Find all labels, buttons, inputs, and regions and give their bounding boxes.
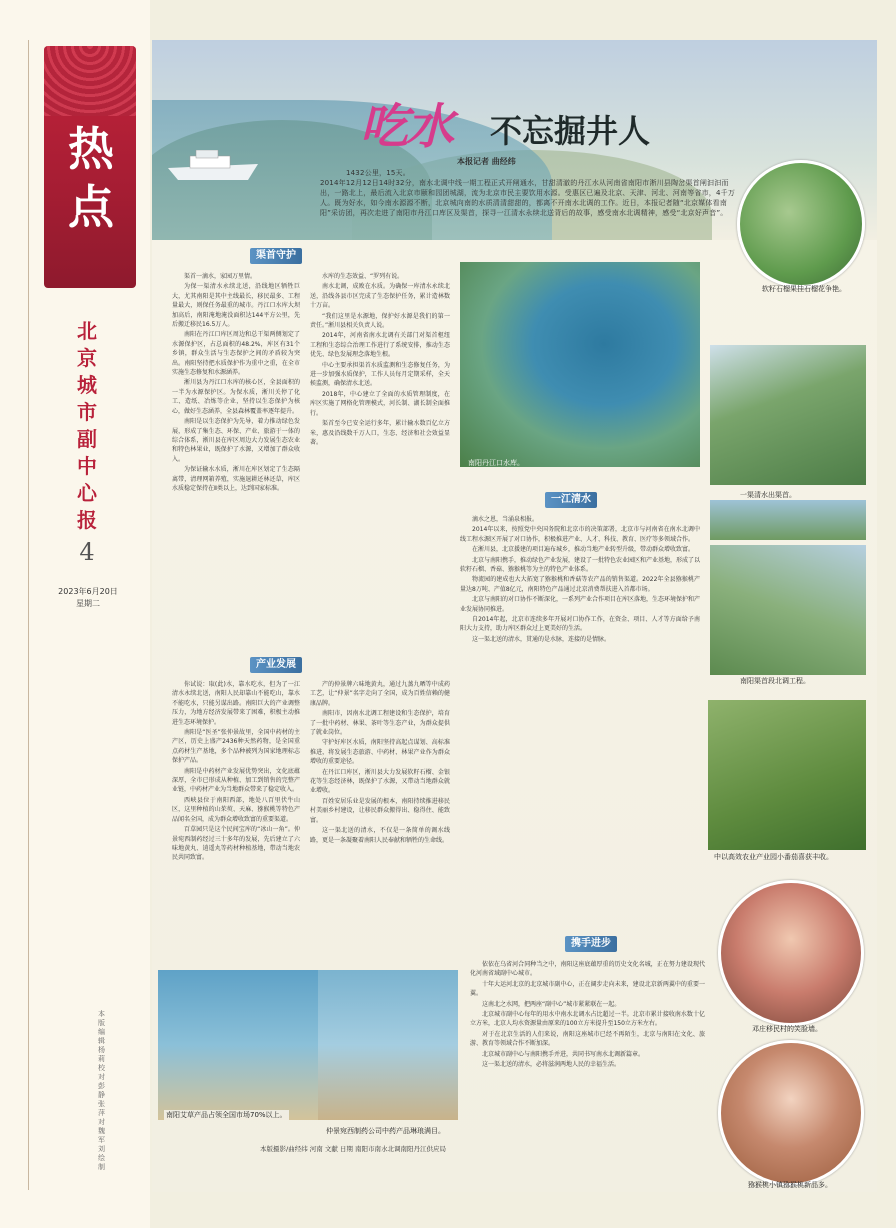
paragraph: 在丹江口库区，淅川县大力发展软籽石榴、金银花等生态经济林，既保护了水源，又带动当地群众就业增收。	[310, 768, 450, 795]
section-tag-1: 渠首守护	[250, 248, 302, 264]
paragraph: 自2014年起，北京市连续多年开展对口协作工作，在资金、项目、人才等方面给予南阳大力支持，助力库区群众过上更美好的生活。	[460, 616, 700, 633]
paragraph: 2018年，中心建立了全面的水质管理制度，在库区实施了网格化管理模式，河长制、湖长制全面推行。	[310, 390, 450, 417]
paragraph: 百草园只是这个民间宝库的“冰山一角”。仲景宛西制药经过三十多年的发展，先后建立了六味地黄丸、逍遥丸等药材种植基地，带动当地农民共同致富。	[172, 826, 300, 862]
page-number: 4	[79, 538, 95, 566]
paragraph: 在淅川县，北京援建的项目遍布城乡，推动当地产业转型升级，带动群众增收致富。	[472, 546, 695, 554]
banner-pattern	[44, 46, 136, 116]
paragraph: 北京城市副中心与南阳携手并进，共同书写南水北调新篇章。	[482, 1050, 645, 1058]
caption-mugwort: 南阳艾草产品占领全国市场70%以上。	[166, 1111, 287, 1119]
paragraph: 你试说：取(此)水，靠水吃水，但为了一江清水永续北送，南阳人民却靠山不能吃山，靠水不能吃水，只能另谋出路。南阳巨大的产业调整压力，为地方经济发展带来了困难，积极主动推进生态环境保护。	[172, 681, 300, 726]
paragraph: 依依在乌省河合同种当之中，南阳这座底蕴厚重的历史文化名城，正在努力建设现代化河南省域副中心城市。	[470, 961, 705, 978]
caption-greenhouse: 中以高效农业产业园小番茄喜获丰收。	[714, 853, 833, 861]
column-3	[172, 680, 300, 960]
paragraph: 西峡县位于南阳西部，地处八百里伏牛山区，这里种植的山茱萸、天麻、猕猴桃等特色产品闻名全国，成为群众增收致富的重要渠道。	[172, 796, 300, 823]
column-4	[310, 680, 450, 960]
divider-line-left	[28, 40, 29, 1190]
paragraph: 为保一渠清水永续北送，沿线地区牺牲巨大，尤其南阳是其中主线最长，移民最多、工程量最大，则保任务最重的城市。丹江口水库大坝加高后，南阳淹地淹没面积达144平方公里，先后搬迁移民16.5万人。	[172, 283, 300, 329]
headline-calligraphy: 吃水	[360, 99, 453, 155]
canal-photo-strip	[710, 500, 866, 540]
canal-photo-1	[710, 345, 866, 485]
paragraph: 南阳在丹江口库区周边和总干渠两侧划定了水源保护区，占总面积的48.2%，库区有31个乡镇，群众生活与生态保护之间的矛盾较为突出。南阳坚持把水质保护作为重中之重，在全市实施生态修复和水源涵养。	[172, 331, 300, 377]
pharma-products-photo	[318, 970, 458, 1120]
weekday-text: 星期二	[76, 599, 100, 608]
byline: 本报记者 曲经纬	[457, 157, 516, 166]
paragraph: 这一渠北送的清水，不仅是一条简单的调水线路，更是一条凝聚着南阳人民奉献和牺牲的生命线。	[310, 827, 450, 844]
paragraph: 南阳是中药材产业发展优势突出，文化底蕴深厚，全市已形成从种植、加工到销售的完整产业链，中药材产业为当地群众带来了稳定收入。	[172, 767, 300, 794]
paragraph: 物流园的建成也大大拓宽了猕猴桃和香菇等农产品的销售渠道。2022年全县猕猴桃产量达8万吨、产值8亿元，南阳特色产品通过北京消费帮扶进入首都市场。	[460, 576, 700, 593]
smiling-villagers-photo	[718, 880, 864, 1026]
caption-kiwi: 猕猴桃小镇猕猴桃新品多。	[748, 1181, 832, 1189]
section-tag-2: 产业发展	[250, 657, 302, 673]
paragraph: 2014年，河南省南水北调有关部门对渠首枢纽工程和生态综合治理工作进行了系统安排，推动生态优先、绿色发展理念落地生根。	[310, 332, 450, 359]
paragraph: 北京城市副中心每年的用水中南水北调水占比超过一半。北京市累计接收南水数十亿立方米，北京人均水资源量由原来的100立方米提升至150立方米左右。	[470, 1011, 705, 1028]
paragraph: 南阳市，因南水北调工程建设和生态保护，培育了一批中药材、林果、茶叶等生态产业，为群众提供了就业岗位。	[310, 710, 450, 737]
caption-canal-mid: 南阳渠首段北调工程。	[740, 677, 810, 685]
caption-reservoir: 南阳丹江口水库。	[468, 459, 524, 467]
paragraph: 南阳是“医圣”张仲景故里，全国中药材的主产区，历史上盛产2436种天然药物，是全国重点药材生产基地，多个品种被列为国家地理标志保护产品。	[172, 729, 300, 765]
section-tag-4: 携手进步	[565, 936, 617, 952]
mugwort-products-photo	[158, 970, 318, 1120]
newspaper-name: 北京城市副中心报	[77, 319, 97, 532]
intro-lead: 1432公里，15天。	[346, 169, 410, 177]
paragraph: 产的仲景牌六味地黄丸，通过九蒸九晒等中成药工艺，让“仲景”名字走向了全国，成为百姓信赖的健康品牌。	[310, 681, 450, 707]
paragraph: 渠首一滴水，家园万里情。	[184, 273, 257, 280]
paragraph: 渠首至今已安全运行多年，累计输水数百亿立方米，惠及沿线数千万人口，生态、经济和社会效益显著。	[310, 420, 450, 446]
reservoir-photo	[460, 262, 700, 467]
kiwi-town-photo	[718, 1040, 864, 1186]
canal-photo-2	[710, 545, 866, 675]
paragraph: 南水北调，成败在水质。为确保一库清水永续北送，沿线各县市区完成了生态保护任务，累计造林数十万亩。	[310, 283, 450, 310]
headline-text: 不忘掘井人	[490, 112, 651, 150]
headline	[360, 88, 720, 158]
greenhouse-photo	[708, 700, 866, 850]
paragraph: “我们这里是水源地，保护好水源是我们的第一责任。”淅川县相关负责人说。	[310, 312, 450, 330]
column-2	[310, 272, 450, 647]
paragraph: 北京与南阳携手，推动绿色产业发展，建设了一批特色农业园区和产业基地，形成了以软籽石榴、香菇、猕猴桃等为主的特色产业体系。	[460, 556, 700, 574]
column-1	[172, 272, 300, 647]
paragraph: 淅川县为丹江口水库的核心区，全县面积的一半为水源保护区。为保水质，淅川关停了化工、造纸、冶炼等企业，坚持以生态保护为核心，做好生态涵养，全县森林覆盖率逐年提升。	[172, 379, 300, 415]
caption-canal-top: 一渠清水出渠首。	[740, 491, 796, 499]
caption-pharma: 仲景宛西制药公司中药产品琳琅满目。	[326, 1127, 445, 1135]
paragraph: 这南北之水网，把两座“副中心”城市紧紧联在一起。	[482, 1000, 621, 1008]
issue-date	[56, 586, 120, 610]
paragraph: 这一渠北送的清水，必将滋润两地人民的幸福生活。	[482, 1061, 621, 1069]
column-5	[460, 515, 700, 925]
paragraph: 滴水之恩，当涌泉相报。	[472, 516, 539, 523]
left-sidebar	[0, 0, 150, 1228]
paragraph: 北京与南阳的对口协作不断深化，一系列产业合作项目在库区落地，生态环境保护和产业发展协同推进。	[460, 596, 700, 613]
date-text: 2023年6月20日	[58, 587, 118, 596]
paragraph: 南阳是以生态保护为先导，着力推动绿色发展，形成了集生态、环保、产业、旅游于一体的综合体系，淅川县在库区周边大力发展生态农业和特色林果业，既保护了水源，又增加了群众收入。	[172, 418, 300, 463]
boat-icon	[168, 150, 258, 182]
paragraph: 守护好库区水质，南阳坚持高起点谋划、高标准推进，将发展生态旅游、中药材、林果产业作为群众增收的重要途径。	[310, 739, 450, 766]
paragraph: 水库的生态效益、“罗列有说。	[322, 273, 404, 280]
article-intro	[320, 168, 740, 218]
column-6	[470, 960, 705, 1185]
paragraph: 这一渠北送的清水，贯通的是水脉，连接的是情脉。	[472, 635, 611, 643]
paragraph: 中心主要承担渠首水质监测和生态修复任务，为进一步加强水质保护，工作人员每月定期采样，全天候监测，确保清水北送。	[310, 361, 450, 388]
paragraph: 对于在北京生活的人们来说，南阳这座城市已经不再陌生，北京与南阳在文化、旅游、教育等领域合作不断加深。	[470, 1030, 705, 1048]
paragraph: 为保证输水水质，淅川在库区划定了生态隔离带，清理网箱养殖，实施退耕还林还草，库区水质稳定保持在Ⅱ类以上，达到国家标准。	[172, 466, 300, 492]
section-title: 热点	[68, 122, 114, 234]
intro-body: 2014年12月12日14时32分，南水北调中线一期工程正式开闸通水，甘甜清澈的丹江水从河南省南阳市淅川县陶岔渠首闸汩汩而出，一路北上，最后流入北京市颐和园团城湖，流为北京市民主要饮用水源。受惠区已遍及北京、天津、河北、河南等省市，4千万人。既为好水，如今南水源源不断，北京城向南的水质清清甜甜的，都离不开南水北调的工作。近日，本报记者随“北京媒体看南阳”采访团，再次走进了南阳市丹江口库区及渠首，探寻一江清水永续北送背后的故事，感受南水北调精神，感受“北京好声音”。	[320, 179, 736, 217]
pomegranate-photo	[737, 160, 865, 288]
paragraph: 百姓安居乐业是发展的根本，南阳持续推进移民村美丽乡村建设，让移民群众搬得出、稳得住、能致富。	[310, 797, 450, 824]
caption-villagers: 邓庄移民村的笑脸墙。	[752, 1025, 822, 1033]
paragraph: 2014年以来，按照党中央国务院和北京市的决策部署，北京市与河南省在南水北调中线工程水源区开展了对口协作，积极推进产业、人才、科技、教育、医疗等多领域合作。	[460, 526, 700, 543]
photo-credit: 本版摄影/曲经纬 河南 文献 日期 南阳市南水北调南阳丹江供应局	[260, 1145, 446, 1153]
editor-credits: 本版编辑 杨莉 校对 彭静 张萍 对 魏军 刘绘制	[98, 1010, 105, 1171]
paragraph: 十年大运河北京的北京城市副中心，正在阔步走向未来，建设北京新两翼中的重要一翼。	[470, 980, 705, 998]
section-tag-3: 一江清水	[545, 492, 597, 508]
caption-pomegranate: 软籽石榴果挂石榴花争艳。	[762, 285, 846, 293]
